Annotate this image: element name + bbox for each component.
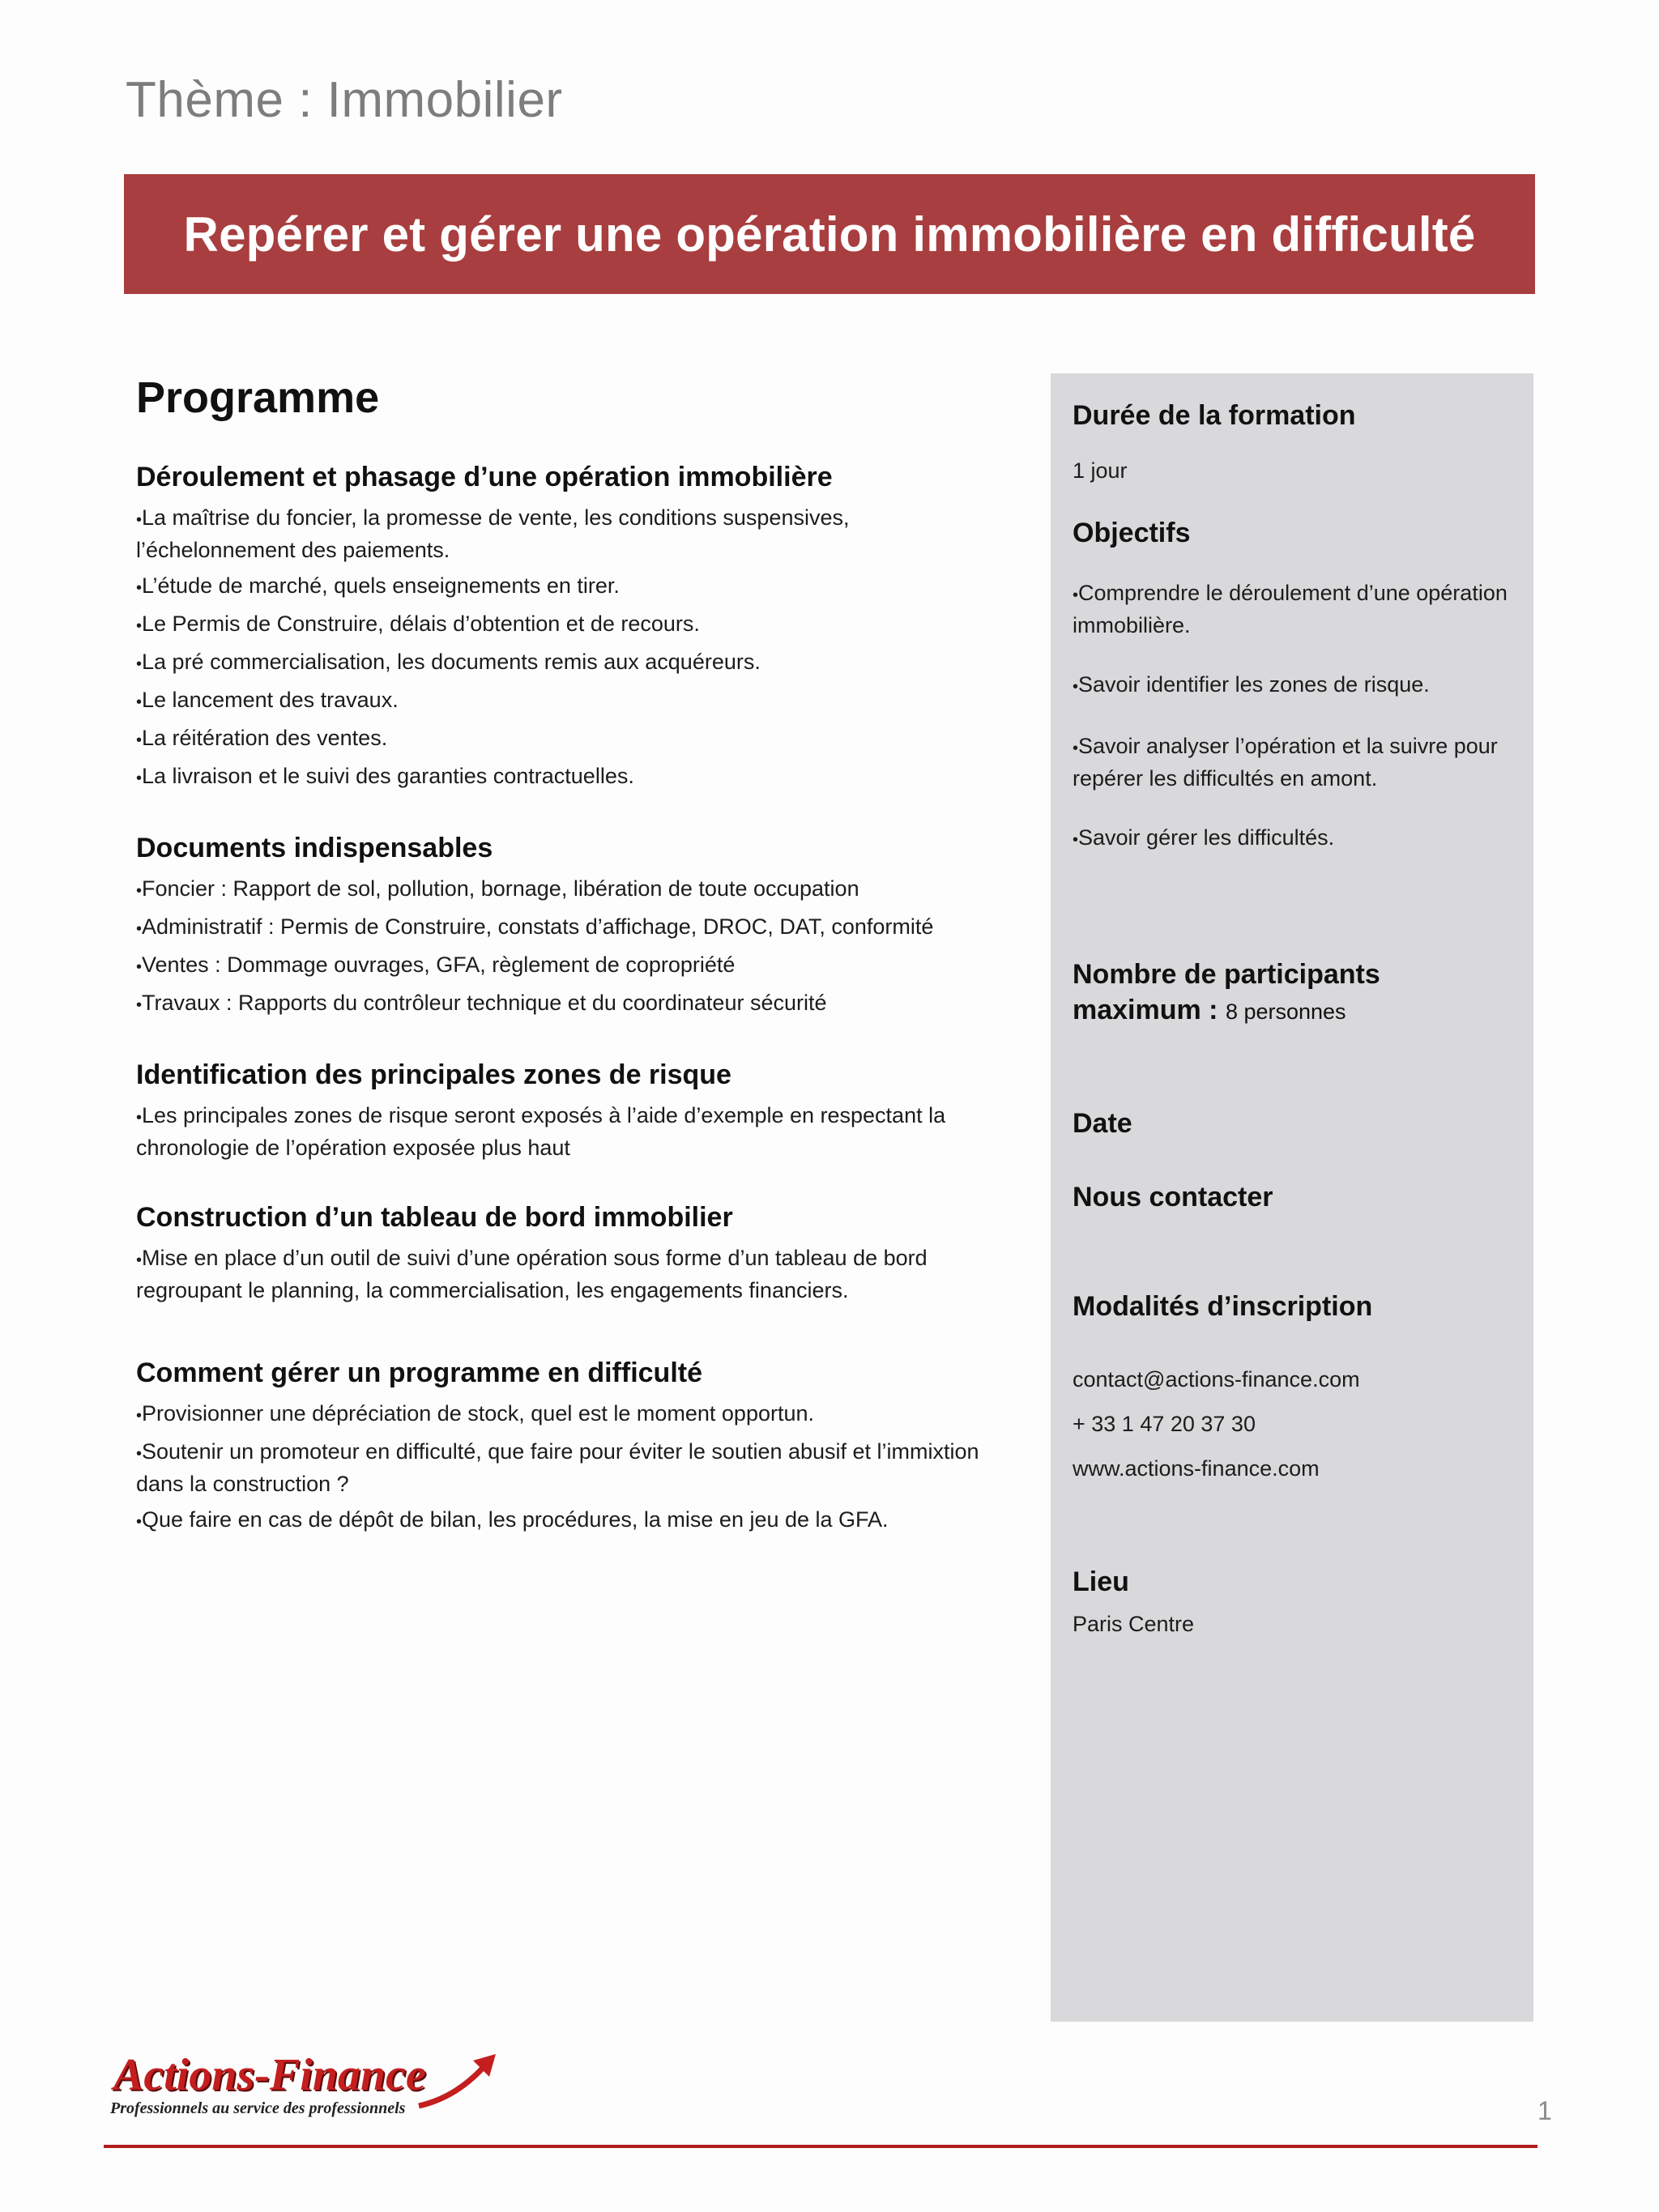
participants-max-label: maximum : — [1073, 995, 1218, 1025]
section-heading: Déroulement et phasage d’une opération immobilière — [136, 462, 833, 492]
section-difficulte — [136, 1357, 987, 1537]
section-heading: Identification des principales zones de risque — [136, 1059, 731, 1090]
objectifs-block — [1073, 515, 1514, 884]
list-item: • Les principales zones de risque seront exposés à l’aide d’exemple en respectant la chronologie de l’opération exposée plus haut — [136, 1101, 987, 1163]
list-item: • Ventes : Dommage ouvrages, GFA, règlement de copropriété — [136, 950, 987, 982]
duree-block — [1073, 398, 1514, 486]
list-item: • Soutenir un promoteur en difficulté, que faire pour éviter le soutien abusif et l’immixtion dans la construction ? — [136, 1437, 987, 1499]
list-item: • La pré commercialisation, les documents remis aux acquéreurs. — [136, 647, 987, 680]
list-item: • Travaux : Rapports du contrôleur technique et du coordinateur sécurité — [136, 988, 987, 1021]
title-banner — [124, 174, 1535, 294]
contact-heading: Nous contacter — [1073, 1182, 1273, 1213]
list-item: • Le Permis de Construire, délais d’obtention et de recours. — [136, 609, 987, 641]
section-risques — [136, 1059, 987, 1163]
objectif-item: • Savoir gérer les difficultés. — [1073, 823, 1514, 855]
participants-heading: Nombre de participants — [1073, 959, 1380, 990]
contact-phone[interactable]: + 33 1 47 20 37 30 — [1073, 1412, 1256, 1436]
date-block — [1073, 1106, 1514, 1141]
modalites-block — [1073, 1289, 1514, 1484]
list-item: • Administratif : Permis de Construire, constats d’affichage, DROC, DAT, conformité — [136, 912, 987, 944]
list-item: • La livraison et le suivi des garanties contractuelles. — [136, 761, 987, 794]
logo-arrow-icon — [415, 2049, 504, 2114]
duree-value: 1 jour — [1073, 458, 1128, 483]
contact-email[interactable]: contact@actions-finance.com — [1073, 1367, 1360, 1392]
logo-name: Actions-Finance — [113, 2050, 426, 2100]
logo-tagline: Professionnels au service des professionnels — [110, 2099, 406, 2117]
list-item: • Mise en place d’un outil de suivi d’une opération sous forme d’un tableau de bord regroupant le planning, la commercialisation, les engagements financiers. — [136, 1243, 987, 1306]
objectif-item: • Savoir identifier les zones de risque. — [1073, 670, 1514, 702]
objectifs-heading: Objectifs — [1073, 518, 1191, 548]
programme-column — [136, 373, 987, 1576]
info-sidebar — [1051, 373, 1533, 2022]
participants-value: 8 personnes — [1225, 999, 1346, 1024]
section-heading: Documents indispensables — [136, 833, 493, 863]
theme-label: Thème : Immobilier — [126, 72, 563, 128]
objectif-item: • Savoir analyser l’opération et la suivre pour repérer les difficultés en amont. — [1073, 731, 1514, 794]
duree-heading: Durée de la formation — [1073, 400, 1356, 431]
page-title: Repérer et gérer une opération immobilière en difficulté — [183, 207, 1476, 262]
lieu-value: Paris Centre — [1073, 1612, 1195, 1636]
list-item: • Que faire en cas de dépôt de bilan, les procédures, la mise en jeu de la GFA. — [136, 1505, 987, 1537]
lieu-block — [1073, 1564, 1514, 1639]
list-item: • Provisionner une dépréciation de stock, quel est le moment opportun. — [136, 1399, 987, 1431]
section-heading: Comment gérer un programme en difficulté — [136, 1357, 702, 1388]
list-item: • L’étude de marché, quels enseignements en tirer. — [136, 571, 987, 603]
lieu-heading: Lieu — [1073, 1566, 1129, 1597]
footer-divider — [104, 2145, 1537, 2148]
list-item: • La maîtrise du foncier, la promesse de vente, les conditions suspensives, l’échelonnement des paiements. — [136, 503, 987, 565]
contact-website[interactable]: www.actions-finance.com — [1073, 1456, 1320, 1481]
company-logo — [107, 2049, 512, 2130]
section-heading: Construction d’un tableau de bord immobilier — [136, 1202, 733, 1233]
contact-block — [1073, 1179, 1514, 1215]
modalites-heading: Modalités d’inscription — [1073, 1291, 1373, 1322]
list-item: • Foncier : Rapport de sol, pollution, bornage, libération de toute occupation — [136, 874, 987, 906]
section-documents — [136, 833, 987, 1021]
date-heading: Date — [1073, 1108, 1132, 1139]
objectif-item: • Comprendre le déroulement d’une opération immobilière. — [1073, 578, 1514, 641]
participants-block — [1073, 957, 1514, 1029]
list-item: • La réitération des ventes. — [136, 723, 987, 756]
programme-title: Programme — [136, 373, 380, 422]
list-item: • Le lancement des travaux. — [136, 685, 987, 718]
section-tableau-de-bord — [136, 1202, 987, 1306]
page-number: 1 — [1537, 2096, 1552, 2125]
section-deroulement — [136, 462, 987, 794]
participants-heading-max — [1073, 992, 1514, 1029]
